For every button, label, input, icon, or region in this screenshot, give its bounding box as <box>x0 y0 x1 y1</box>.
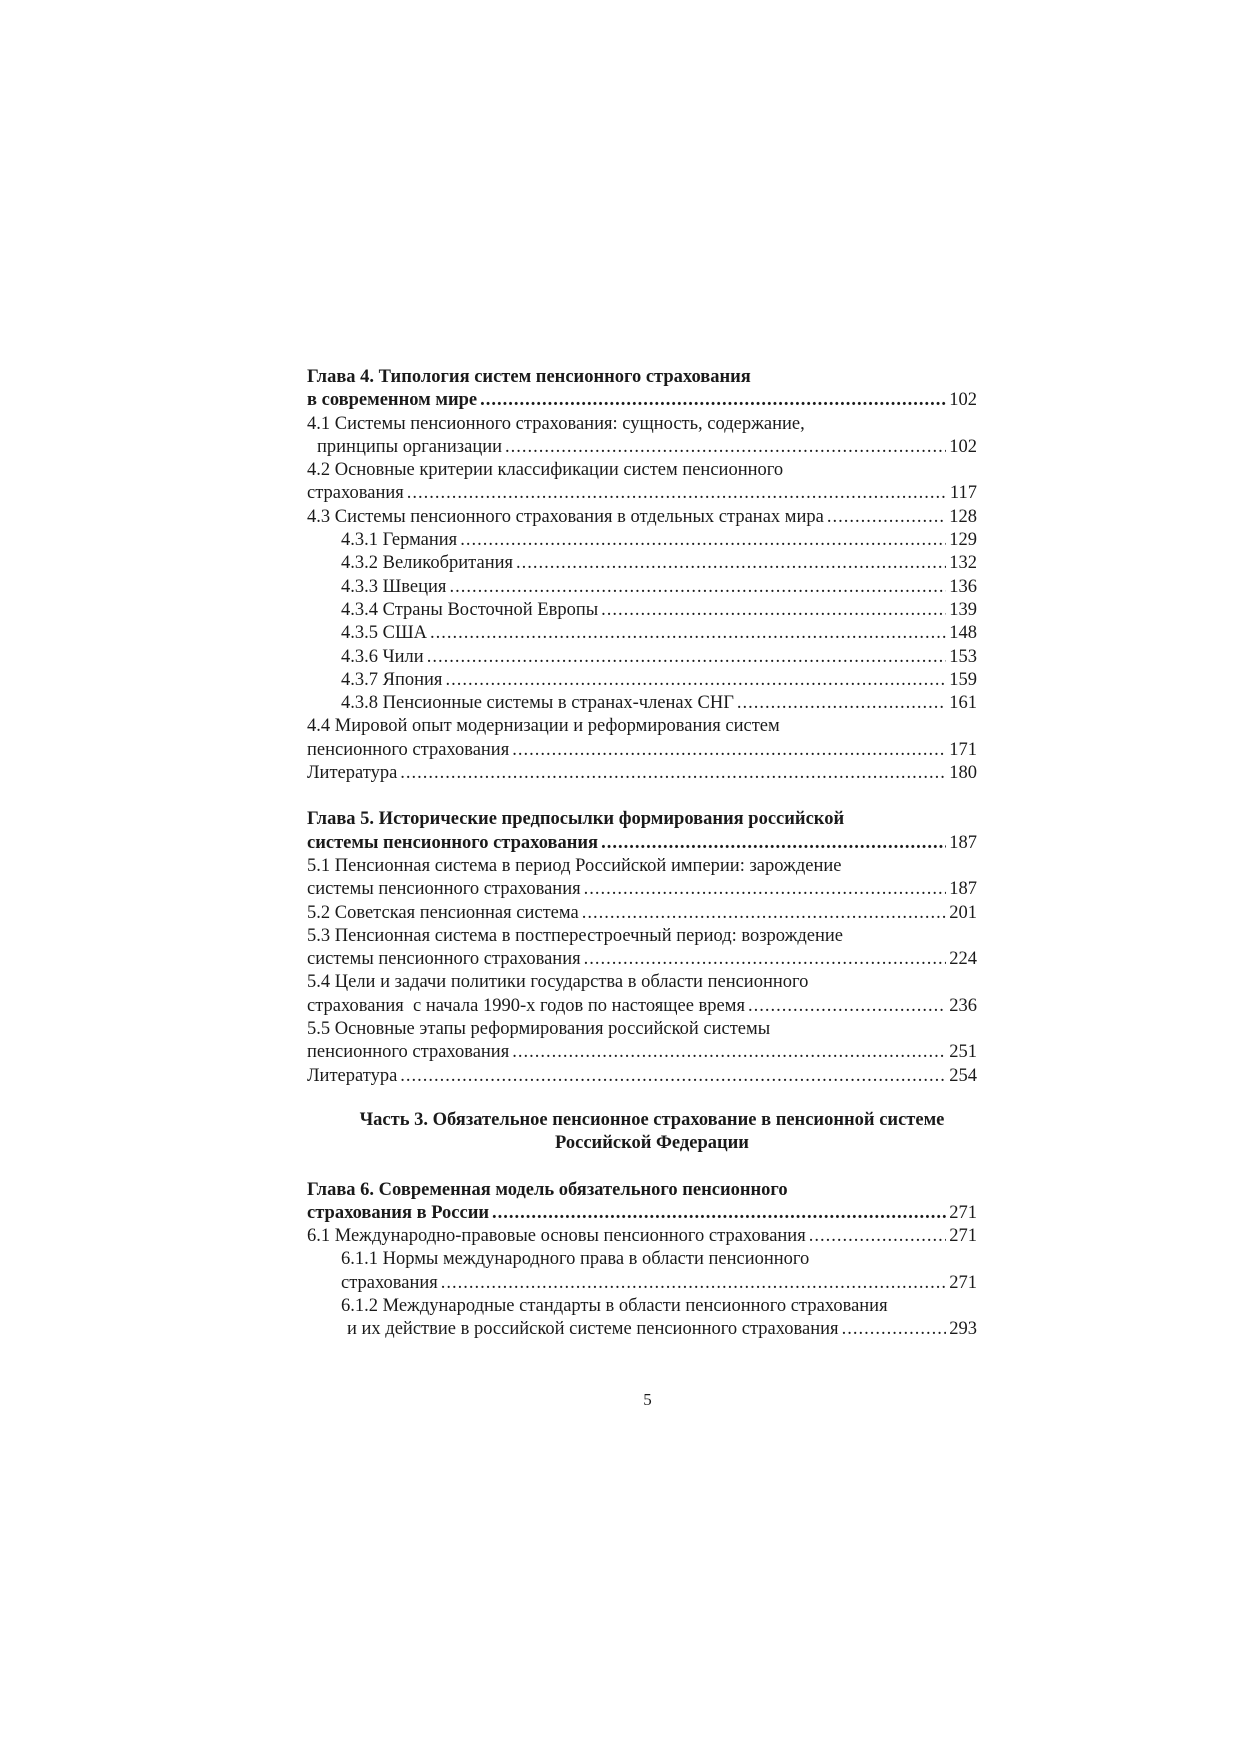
section-4-1-entry <box>307 436 977 459</box>
section-5-2: 5.2 Советская пенсионная система <box>307 902 579 923</box>
chapter-5-title: Глава 5. Исторические предпосылки формирования российской <box>307 809 845 830</box>
page-ref: 161 <box>949 693 977 714</box>
chapter-6-title: Глава 6. Современная модель обязательного пенсионного <box>307 1179 788 1200</box>
section-5-5-cont: пенсионного страхования <box>307 1042 510 1063</box>
leader-dots <box>601 832 946 855</box>
leader-dots <box>400 762 946 785</box>
section-5-1-cont: системы пенсионного страхования <box>307 879 581 900</box>
subsection-entry <box>307 576 977 599</box>
section-4-1-cont: принципы организации <box>317 436 503 457</box>
leader-dots <box>480 389 946 412</box>
page-ref: 201 <box>949 902 977 923</box>
chapter-5-entry <box>307 832 977 855</box>
page-ref: 117 <box>949 483 977 504</box>
subsection-entry <box>307 552 977 575</box>
subsection-entry <box>307 669 977 692</box>
leader-dots <box>400 1065 946 1088</box>
part-3-heading <box>317 1109 987 1156</box>
leader-dots <box>445 669 946 692</box>
leader-dots <box>809 1225 947 1248</box>
subsection-6-1-1-entry <box>307 1272 977 1295</box>
section-5-4-cont: страхования с начала 1990-х годов по настоящее время <box>307 995 745 1016</box>
page-ref: 224 <box>949 949 977 970</box>
page-ref: 171 <box>949 739 977 760</box>
page-ref: 102 <box>949 436 977 457</box>
part-3-title-line1: Часть 3. Обязательное пенсионное страхование в пенсионной системе <box>359 1109 945 1130</box>
section-5-1-entry <box>307 878 977 901</box>
page-ref: 187 <box>949 832 977 853</box>
chapter-4-title: Глава 4. Типология систем пенсионного страхования <box>307 367 751 387</box>
section-5-2-entry <box>307 902 977 925</box>
chapter-6-entry <box>307 1202 977 1225</box>
page-ref: 187 <box>949 879 977 900</box>
page-ref: 159 <box>949 669 977 690</box>
spacer <box>307 785 977 808</box>
page-ref: 293 <box>949 1319 977 1340</box>
part-3-title-line2: Российской Федерации <box>555 1133 749 1154</box>
subsection-label: 4.3.8 Пенсионные системы в странах-членах СНГ <box>341 693 734 714</box>
leader-dots <box>505 436 946 459</box>
leader-dots <box>601 599 946 622</box>
subsection-label: 4.3.6 Чили <box>341 646 424 667</box>
page-ref: 129 <box>949 530 977 551</box>
spacer <box>307 1156 977 1179</box>
table-of-contents <box>307 366 977 1342</box>
section-5-4-entry <box>307 995 977 1018</box>
leader-dots <box>737 692 946 715</box>
subsection-label: 4.3.1 Германия <box>341 530 458 551</box>
section-4-3: 4.3 Системы пенсионного страхования в отдельных странах мира <box>307 506 824 527</box>
spacer <box>307 1088 977 1111</box>
page-ref: 271 <box>949 1272 977 1293</box>
leader-dots <box>512 1041 946 1064</box>
leader-dots <box>441 1272 946 1295</box>
leader-dots <box>449 576 946 599</box>
page-ref: 132 <box>949 553 977 574</box>
page-ref: 136 <box>949 576 977 597</box>
chapter-4-entry <box>307 389 977 412</box>
page-ref: 180 <box>949 763 977 784</box>
section-5-5-entry <box>307 1041 977 1064</box>
section-4-4: 4.4 Мировой опыт модернизации и реформирования систем <box>307 716 780 737</box>
leader-dots <box>407 482 947 505</box>
leader-dots <box>427 646 947 669</box>
page-ref: 236 <box>949 995 977 1016</box>
subsection-entry <box>307 599 977 622</box>
section-4-2: 4.2 Основные критерии классификации систем пенсионного <box>307 460 784 481</box>
page-ref: 271 <box>949 1202 977 1223</box>
subsection-6-1-2-entry <box>307 1318 977 1341</box>
literature-entry <box>307 1065 977 1088</box>
subsection-6-1-1-cont: страхования <box>341 1272 438 1293</box>
subsection-6-1-2: 6.1.2 Международные стандарты в области пенсионного страхования <box>341 1295 888 1316</box>
subsection-entry <box>307 622 977 645</box>
subsection-label: 4.3.3 Швеция <box>341 576 447 597</box>
subsection-label: 4.3.2 Великобритания <box>341 553 514 574</box>
section-5-3: 5.3 Пенсионная система в постперестроечный период: возрождение <box>307 925 844 946</box>
section-5-3-cont: системы пенсионного страхования <box>307 949 581 970</box>
page-ref: 254 <box>949 1065 977 1086</box>
subsection-label: 4.3.7 Япония <box>341 669 443 690</box>
leader-dots <box>516 552 946 575</box>
literature-label: Литература <box>307 1065 398 1086</box>
subsection-entry <box>307 692 977 715</box>
leader-dots <box>582 902 947 925</box>
leader-dots <box>584 878 947 901</box>
chapter-4-title-cont: в современном мире <box>307 390 478 411</box>
section-5-5: 5.5 Основные этапы реформирования российской системы <box>307 1019 771 1040</box>
subsection-6-1-2-cont: и их действие в российской системе пенсионного страхования <box>347 1319 839 1340</box>
section-4-2-entry <box>307 482 977 505</box>
leader-dots <box>460 529 946 552</box>
page-ref: 153 <box>949 646 977 667</box>
section-4-1: 4.1 Системы пенсионного страхования: сущность, содержание, <box>307 413 805 434</box>
subsection-label: 4.3.4 Страны Восточной Европы <box>341 599 599 620</box>
chapter-6-title-cont: страхования в России <box>307 1202 490 1223</box>
page-ref: 128 <box>949 506 977 527</box>
section-5-3-entry <box>307 948 977 971</box>
page-number: 5 <box>643 1390 652 1409</box>
section-4-2-cont: страхования <box>307 483 404 504</box>
leader-dots <box>430 622 946 645</box>
page-ref: 139 <box>949 599 977 620</box>
leader-dots <box>827 506 946 529</box>
section-6-1: 6.1 Международно-правовые основы пенсионного страхования <box>307 1226 806 1247</box>
page-ref: 102 <box>949 390 977 411</box>
section-4-4-entry <box>307 739 977 762</box>
literature-entry <box>307 762 977 785</box>
leader-dots <box>512 739 946 762</box>
chapter-5-title-cont: системы пенсионного страхования <box>307 832 599 853</box>
section-5-4: 5.4 Цели и задачи политики государства в области пенсионного <box>307 972 809 993</box>
page-ref: 148 <box>949 623 977 644</box>
leader-dots <box>584 948 947 971</box>
leader-dots <box>842 1318 947 1341</box>
section-6-1-entry <box>307 1225 977 1248</box>
subsection-label: 4.3.5 США <box>341 623 427 644</box>
page-ref: 251 <box>949 1042 977 1063</box>
leader-dots <box>492 1202 946 1225</box>
page-ref: 271 <box>949 1226 977 1247</box>
section-5-1: 5.1 Пенсионная система в период Российской империи: зарождение <box>307 855 842 876</box>
subsection-entry <box>307 529 977 552</box>
subsection-entry <box>307 646 977 669</box>
literature-label: Литература <box>307 763 398 784</box>
leader-dots <box>748 995 946 1018</box>
subsection-6-1-1: 6.1.1 Нормы международного права в области пенсионного <box>341 1249 810 1270</box>
section-4-4-cont: пенсионного страхования <box>307 739 510 760</box>
section-4-3-entry <box>307 506 977 529</box>
